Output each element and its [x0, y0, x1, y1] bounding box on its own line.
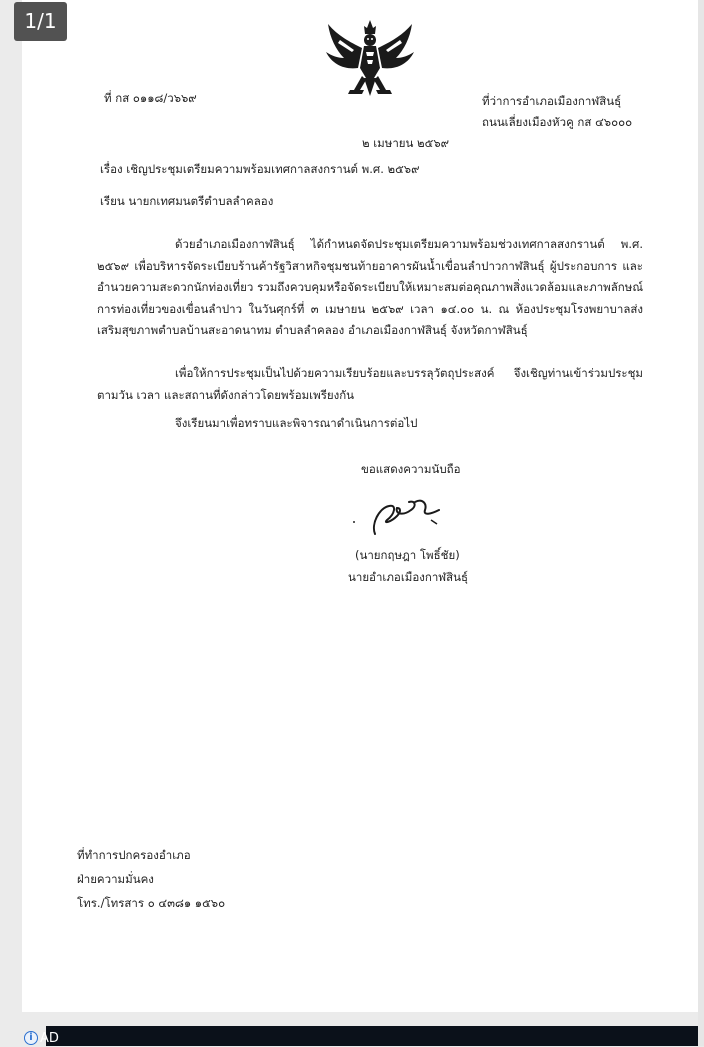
advertisement-banner[interactable] [46, 1026, 698, 1046]
footer-phone: โทร./โทรสาร ๐ ๔๓๘๑ ๑๕๖๐ [77, 896, 226, 910]
office-address-line1: ที่ว่าการอำเภอเมืองกาฬสินธุ์ [482, 94, 622, 108]
scrollbar-track[interactable] [698, 0, 704, 1046]
letter-subject: เรื่อง เชิญประชุมเตรียมความพร้อมเทศกาลสงกรานต์ พ.ศ. ๒๕๖๙ [100, 162, 420, 176]
page-counter-badge: 1/1 [14, 2, 67, 41]
office-address-line2: ถนนเลี่ยงเมืองหัวคู กส ๔๖๐๐๐ [482, 115, 633, 129]
footer-department: ที่ทำการปกครองอำเภอ [77, 848, 191, 862]
body-paragraph-2: เพื่อให้การประชุมเป็นไปด้วยความเรียบร้อยและบรรลุวัตถุประสงค์ จึงเชิญท่านเข้าร่วมประชุมตามวัน เวลา และสถานที่ดังกล่าวโดยพร้อมเพรียงกัน [97, 366, 643, 402]
garuda-emblem [320, 16, 420, 100]
handwritten-signature [345, 480, 450, 540]
closing-text: ขอแสดงความนับถือ [361, 462, 461, 476]
signer-name: (นายกฤษฎา โพธิ์ชัย) [355, 548, 460, 562]
letter-date: ๒ เมษายน ๒๕๖๙ [362, 136, 450, 150]
footer-section: ฝ่ายความมั่นคง [77, 872, 154, 886]
reference-number: ที่ กส ๐๑๑๘/ว๖๖๙ [104, 91, 197, 105]
signer-title: นายอำเภอเมืองกาฬสินธุ์ [348, 570, 469, 584]
letter-recipient: เรียน นายกเทศมนตรีตำบลลำคลอง [100, 194, 274, 208]
body-paragraph-1: ด้วยอำเภอเมืองกาฬสินธุ์ ได้กำหนดจัดประชุมเตรียมความพร้อมช่วงเทศกาลสงกรานต์ พ.ศ. ๒๕๖๙ เพื่อบริหารจัดระเบียบร้านค้ารัฐวิสาหกิจชุมชนท้ายอาคารผันน้ำเขื่อนลำปาวกาฬสินธุ์ ผู้ประกอบการ และอำนวยความสะดวกนักท่องเที่ยว รวมถึงควบคุมหรือจัดระเบียบให้เหมาะสมต่อคุณภาพสิ่งแวดล้อมและภาพลักษณ์การท่องเที่ยวของเขื่อนลำปาว ในวันศุกร์ที่ ๓ เมษายน ๒๕๖๙ เวลา ๑๔.๐๐ น. ณ ห้องประชุมโรงพยาบาลส่งเสริมสุขภาพตำบลบ้านสะอาดนาทม ตำบลลำคลอง อำเภอเมืองกาฬสินธุ์ จังหวัดกาฬสินธุ์ [97, 237, 643, 337]
info-icon[interactable]: i [24, 1031, 38, 1045]
ad-label: AD [40, 1031, 59, 1046]
body-paragraph-3: จึงเรียนมาเพื่อทราบและพิจารณาดำเนินการต่อไป [175, 416, 418, 430]
